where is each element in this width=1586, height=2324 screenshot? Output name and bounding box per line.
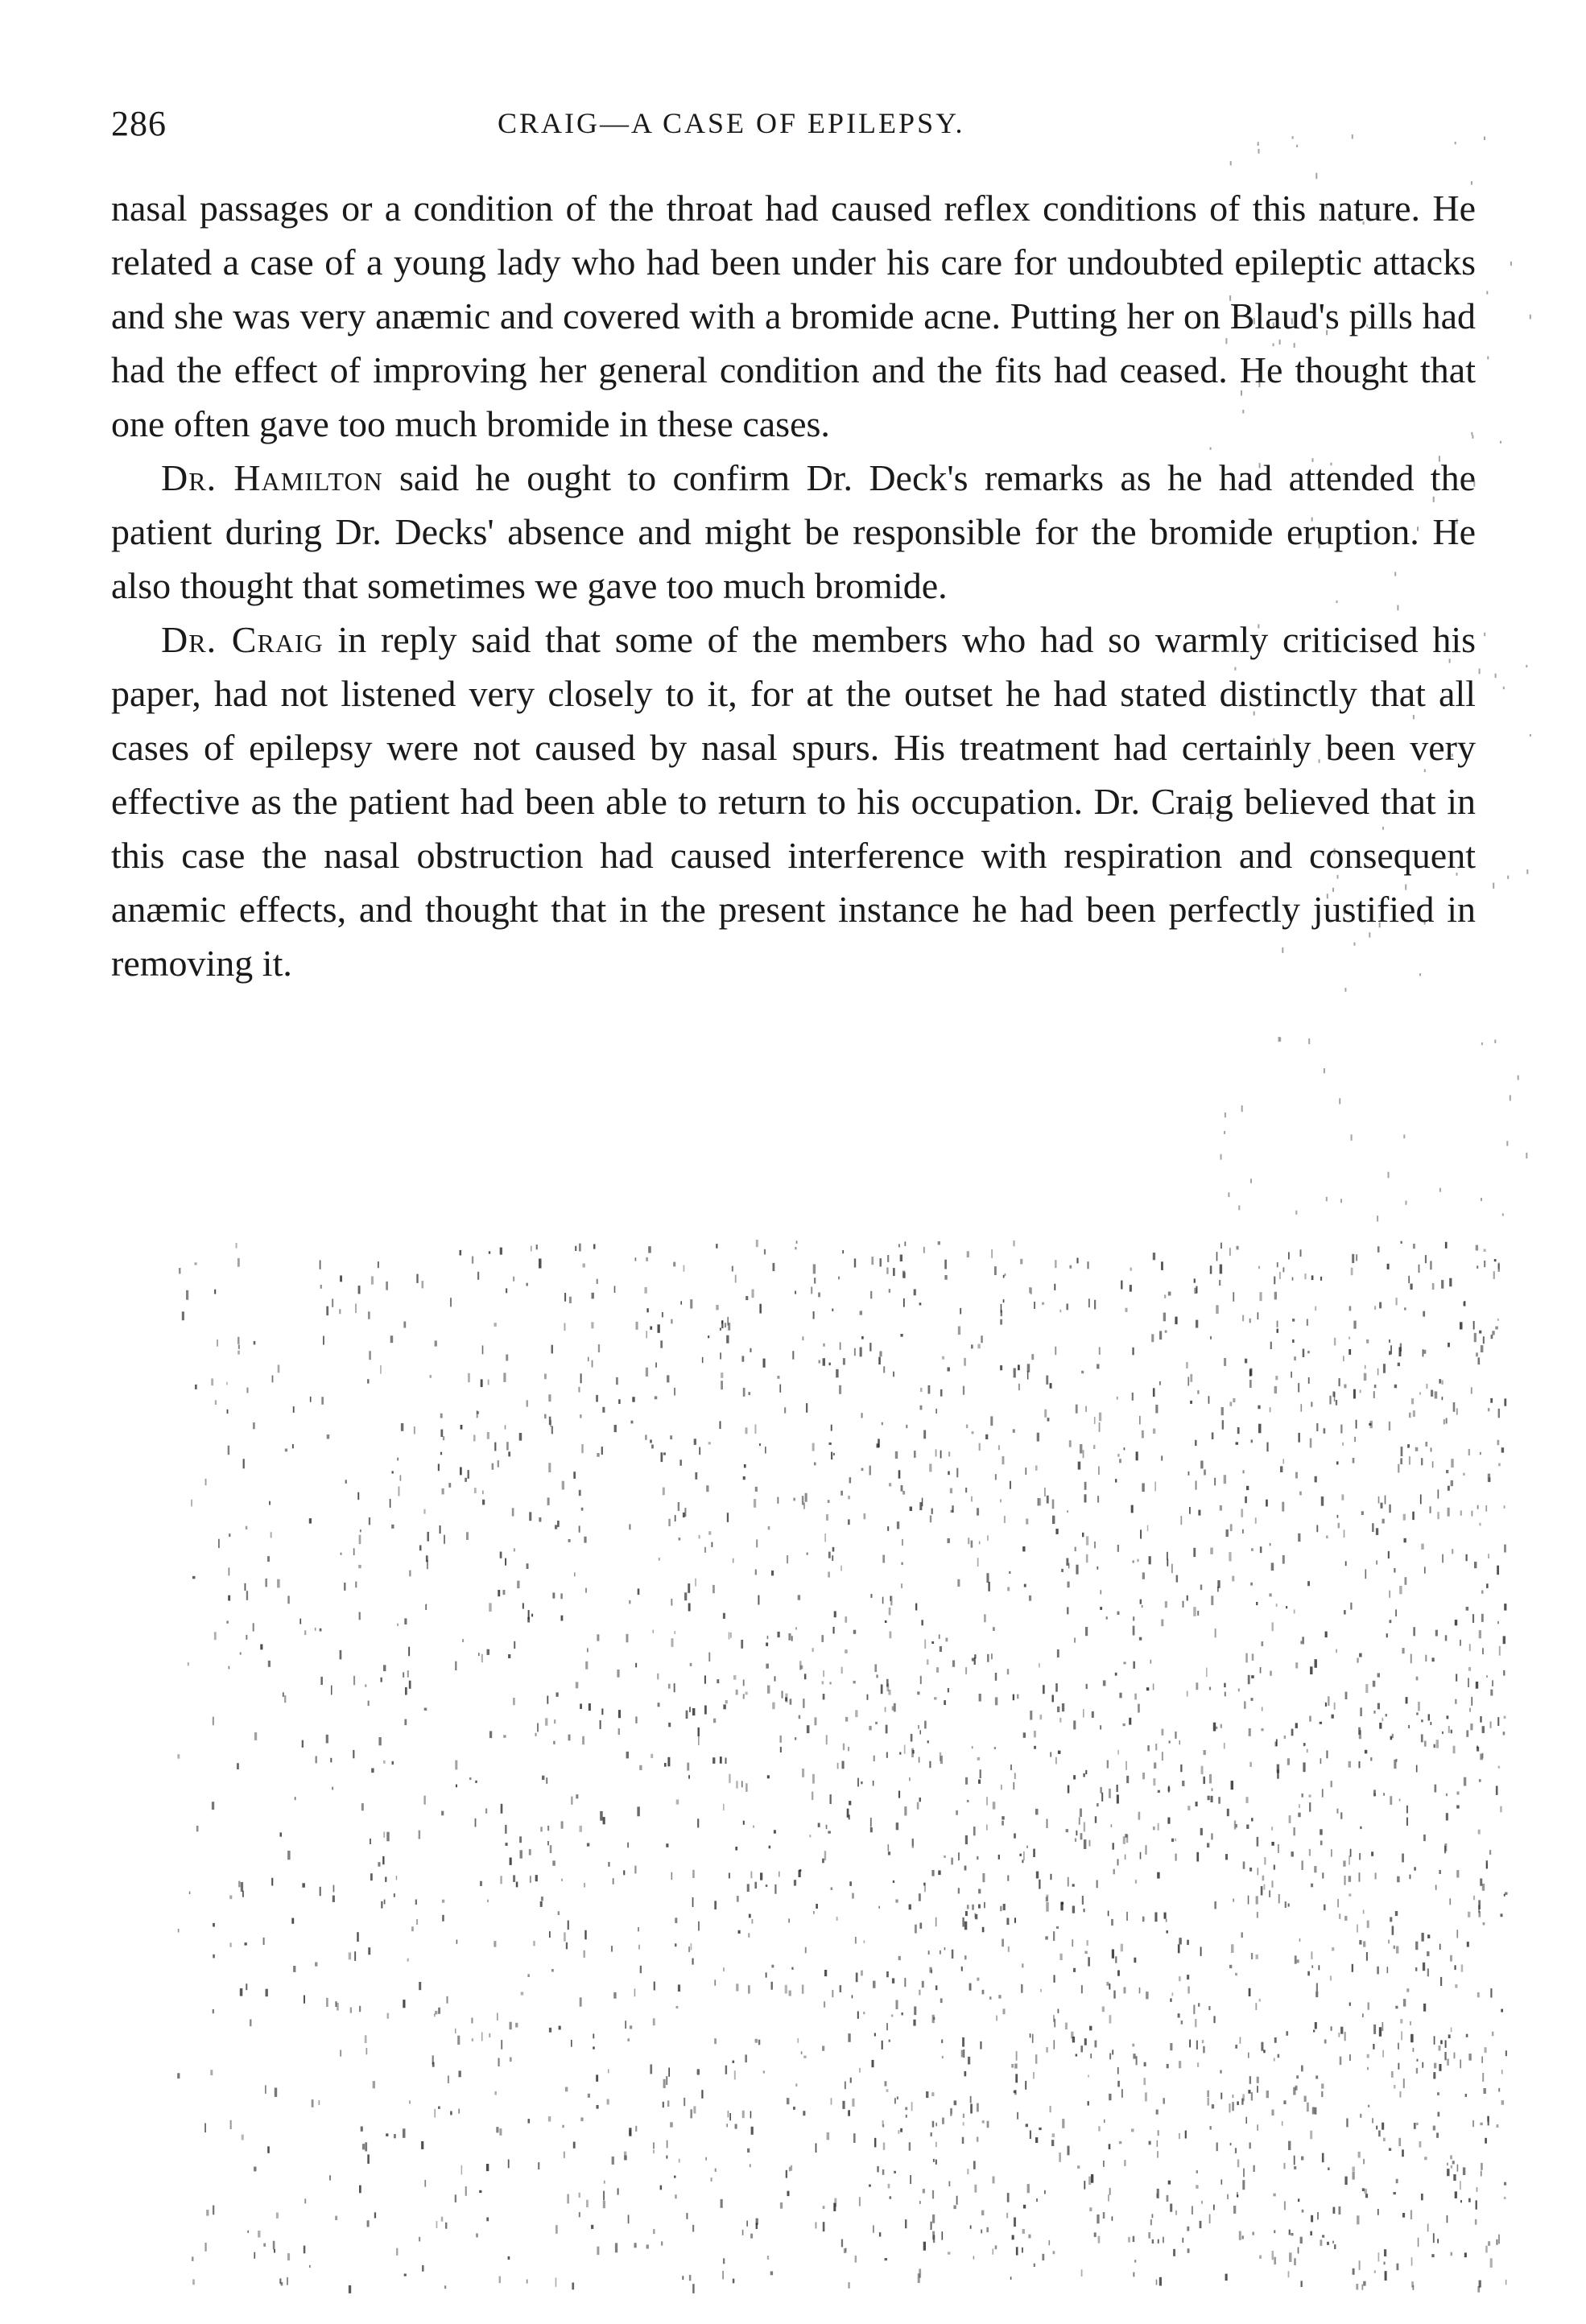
paragraph-3 (111, 613, 1476, 990)
page-header (111, 103, 1480, 151)
page-number: 286 (111, 104, 167, 143)
speaker-name: Dr. Craig (161, 619, 324, 660)
paragraph-text: said he ought to confirm Dr. Deck's remarks as he had attended the patient during Dr. Decks' absence and might be responsible for the bromide eruption. He also thought that sometimes we gave too much bromide. (111, 457, 1476, 606)
paragraph-2 (111, 451, 1476, 613)
speaker-name: Dr. Hamilton (161, 457, 383, 498)
body-text (111, 181, 1476, 990)
running-title: CRAIG—A CASE OF EPILEPSY. (498, 107, 965, 139)
paragraph-1: nasal passages or a condition of the throat had caused reflex conditions of this nature. He related a case of a young lady who had been under his care for undoubted epileptic attacks and she was very anæmic and covered with a bromide acne. Putting her on Blaud's pills had had the effect of improving her general condition and the fits had ceased. He thought that one often gave too much bromide in these cases. (111, 188, 1476, 444)
paragraph-text: in reply said that some of the members who had so warmly criticised his paper, had not listened very closely to it, for at the outset he had stated distinctly that all cases of epilepsy were not caused by nasal spurs. His treatment had certainly been very effective as the patient had been able to return to his occupation. Dr. Craig believed that in this case the nasal obstruction had caused interference with respiration and consequent anæmic effects, and thought that in the present instance he had been perfectly justified in removing it. (111, 619, 1477, 984)
